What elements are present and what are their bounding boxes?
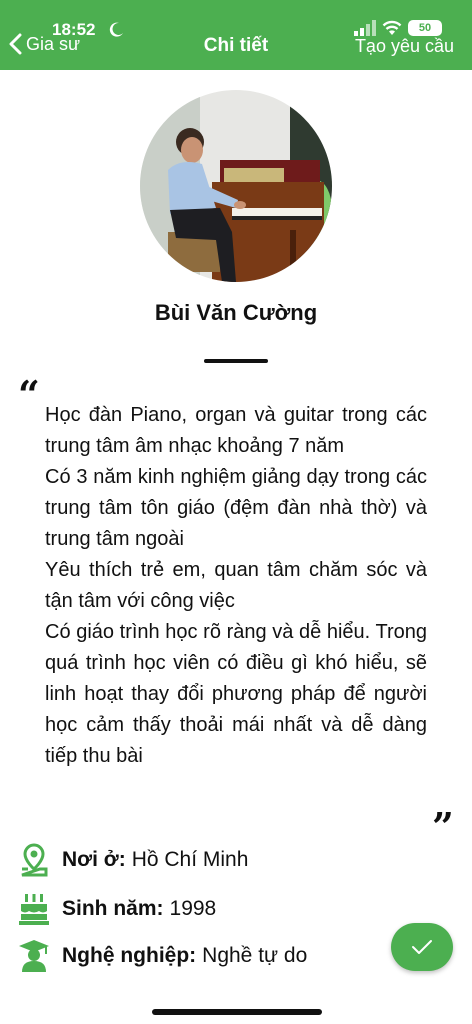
status-indicators <box>354 20 442 36</box>
map-pin-icon <box>18 843 50 877</box>
top-bar <box>0 0 472 70</box>
create-request-button[interactable]: Tạo yêu cầu <box>354 36 454 56</box>
birthday-cake-icon <box>18 892 50 926</box>
signal-icon <box>354 20 376 36</box>
quote-close-icon: ” <box>432 804 454 849</box>
location-value: Hồ Chí Minh <box>131 848 249 871</box>
back-label: Gia sư <box>26 33 81 54</box>
quote-open-icon: “ <box>18 372 40 417</box>
status-time: 18:52 <box>52 20 96 39</box>
avatar <box>140 90 332 282</box>
bio-line: Học đàn Piano, organ và guitar trong các trung tâm âm nhạc khoảng 7 năm <box>45 404 427 457</box>
location-label: Nơi ở: <box>62 848 126 871</box>
birth-label: Sinh năm: <box>62 897 164 920</box>
battery-indicator: 50 <box>408 20 442 36</box>
tutor-name: Bùi Văn Cường <box>154 300 318 325</box>
wifi-icon <box>382 20 402 36</box>
bio-line: Có giáo trình học rõ ràng và dễ hiểu. Trong quá trình học viên có điều gì khó hiểu, sẽ linh hoạt thay đổi phương pháp để người học cảm thấy thoải mái nhất và dễ dàng tiếp thu bài <box>45 621 427 767</box>
divider <box>204 359 268 363</box>
confirm-button[interactable] <box>391 923 453 971</box>
info-location <box>18 843 248 877</box>
home-indicator <box>152 1009 322 1015</box>
job-label: Nghệ nghiệp: <box>62 944 197 967</box>
graduate-icon <box>18 939 50 973</box>
check-icon <box>411 939 433 955</box>
info-birth-year <box>18 892 216 926</box>
job-value: Nghề tự do <box>202 944 308 967</box>
bio-line: Yêu thích trẻ em, quan tâm chăm sóc và tận tâm với công việc <box>45 559 427 612</box>
avatar-photo <box>140 90 332 282</box>
info-occupation <box>18 939 307 973</box>
bio-line: Có 3 năm kinh nghiệm giảng dạy trong các trung tâm tôn giáo (đệm đàn nhà thờ) và trung tâm ngoài <box>45 466 427 550</box>
tutor-bio <box>45 400 427 772</box>
page-title: Chi tiết <box>203 35 269 56</box>
birth-value: 1998 <box>169 897 217 920</box>
